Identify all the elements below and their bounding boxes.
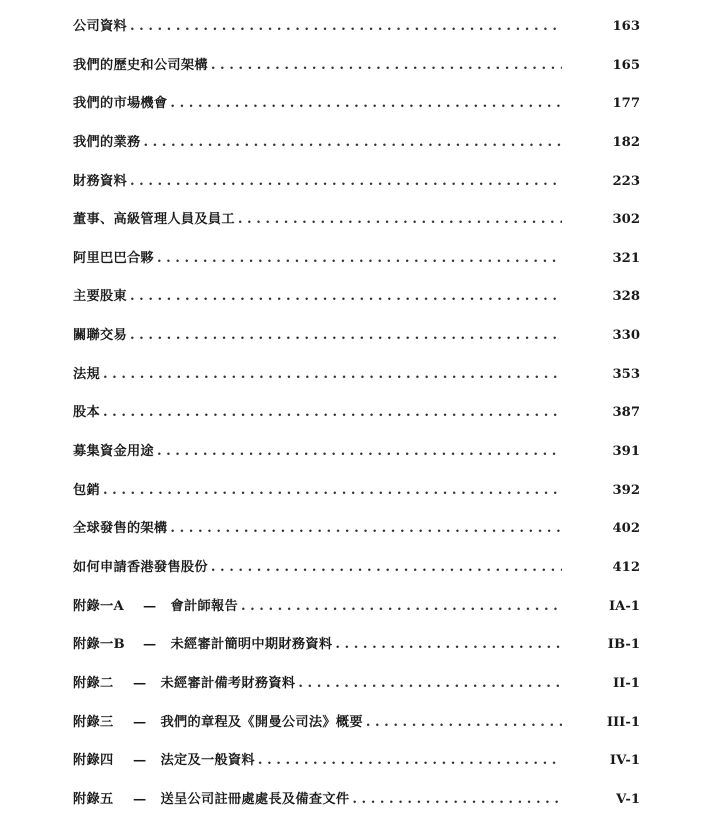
- dot-leader: [130, 163, 562, 202]
- toc-entry-share-capital[interactable]: [73, 394, 640, 433]
- toc-entry-underwriting[interactable]: [73, 472, 640, 511]
- toc-entry-company-information[interactable]: [73, 8, 640, 47]
- toc-entry-alibaba-partnership[interactable]: [73, 240, 640, 279]
- toc-appendix-iv[interactable]: [73, 742, 640, 781]
- dot-leader: [366, 704, 562, 743]
- appendix-code: 附錄三: [73, 714, 114, 730]
- toc-entry-directors-management[interactable]: [73, 201, 640, 240]
- toc-entry-global-offering-structure[interactable]: [73, 510, 640, 549]
- appendix-separator: —: [143, 598, 157, 614]
- dot-leader: [170, 85, 562, 124]
- dot-leader: [211, 549, 562, 588]
- toc-entry-title: 包銷: [73, 482, 100, 498]
- toc-entry-page: 387: [612, 405, 640, 421]
- toc-entry-title: 募集資金用途: [73, 444, 154, 460]
- toc-appendix-heading: [73, 665, 295, 704]
- appendix-separator: —: [143, 637, 157, 653]
- toc-entry-title: 主要股東: [73, 289, 127, 305]
- appendix-title: 法定及一般資料: [160, 753, 255, 769]
- toc-entry-page: V-1: [616, 791, 640, 807]
- dot-leader: [157, 433, 562, 472]
- toc-entry-title: 我們的歷史和公司架構: [73, 57, 208, 73]
- toc-entry-title: 全球發售的架構: [73, 521, 168, 537]
- appendix-title: 未經審計備考財務資料: [160, 675, 296, 691]
- toc-entry-title: 我們的市場機會: [73, 96, 168, 112]
- dot-leader: [103, 472, 562, 511]
- table-of-contents: [73, 8, 640, 819]
- toc-entry-regulations[interactable]: [73, 356, 640, 395]
- toc-entry-substantial-shareholders[interactable]: [73, 278, 640, 317]
- toc-entry-title: 公司資料: [73, 19, 127, 34]
- toc-entry-page: 182: [612, 134, 640, 150]
- toc-entry-page: 165: [612, 57, 640, 73]
- appendix-title: 會計師報告: [170, 598, 238, 614]
- appendix-separator: —: [133, 675, 147, 691]
- toc-entry-page: 328: [612, 289, 640, 305]
- dot-leader: [335, 626, 562, 665]
- toc-entry-title: 關聯交易: [73, 328, 127, 344]
- dot-leader: [170, 510, 562, 549]
- toc-appendix-v[interactable]: [73, 781, 640, 820]
- toc-appendix-ia[interactable]: [73, 588, 640, 627]
- toc-entry-how-to-apply[interactable]: [73, 549, 640, 588]
- appendix-code: 附錄一B: [73, 637, 125, 653]
- dot-leader: [103, 394, 562, 433]
- dot-leader: [211, 47, 562, 86]
- toc-appendix-heading: [73, 704, 363, 743]
- toc-entry-page: 353: [612, 366, 640, 382]
- toc-entry-page: 223: [612, 173, 640, 189]
- toc-entry-financial-information[interactable]: [73, 163, 640, 202]
- toc-entry-title: 董事、高級管理人員及員工: [73, 212, 235, 228]
- appendix-separator: —: [133, 714, 147, 730]
- toc-entry-connected-transactions[interactable]: [73, 317, 640, 356]
- toc-entry-business[interactable]: [73, 124, 640, 163]
- toc-entry-page: 392: [612, 482, 640, 498]
- toc-entry-page: III-1: [606, 714, 640, 730]
- appendix-title: 我們的章程及《開曼公司法》概要: [160, 714, 363, 730]
- toc-appendix-iii[interactable]: [73, 704, 640, 743]
- toc-entry-market-opportunity[interactable]: [73, 85, 640, 124]
- toc-entry-page: IV-1: [609, 753, 640, 769]
- appendix-separator: —: [133, 791, 147, 807]
- dot-leader: [298, 665, 562, 704]
- toc-entry-page: 412: [612, 559, 640, 575]
- dot-leader: [130, 8, 562, 47]
- toc-entry-title: 我們的業務: [73, 134, 141, 150]
- dot-leader: [103, 356, 562, 395]
- toc-entry-title: 財務資料: [73, 173, 127, 189]
- toc-entry-page: 321: [612, 250, 640, 266]
- toc-appendix-heading: [73, 626, 332, 665]
- dot-leader: [130, 278, 562, 317]
- toc-entry-page: IB-1: [607, 637, 640, 653]
- appendix-title: 未經審計簡明中期財務資料: [170, 637, 333, 653]
- appendix-code: 附錄一A: [73, 598, 124, 614]
- toc-entry-page: 177: [612, 96, 640, 112]
- toc-appendix-ib[interactable]: [73, 626, 640, 665]
- toc-entry-page: 163: [612, 19, 640, 34]
- toc-entry-title: 阿里巴巴合夥: [73, 250, 154, 266]
- toc-entry-page: 330: [612, 328, 640, 344]
- toc-entry-page: 391: [612, 444, 640, 460]
- toc-appendix-heading: [73, 781, 349, 820]
- dot-leader: [352, 781, 562, 820]
- toc-appendix-heading: [73, 588, 238, 627]
- dot-leader: [157, 240, 562, 279]
- toc-entry-use-of-proceeds[interactable]: [73, 433, 640, 472]
- toc-appendix-ii[interactable]: [73, 665, 640, 704]
- appendix-code: 附錄五: [73, 791, 114, 807]
- toc-entry-page: IA-1: [608, 598, 640, 614]
- appendix-title: 送呈公司註冊處處長及備查文件: [160, 791, 350, 807]
- dot-leader: [238, 201, 562, 240]
- toc-entry-page: 302: [612, 212, 640, 228]
- toc-entry-history-and-structure[interactable]: [73, 47, 640, 86]
- dot-leader: [241, 588, 562, 627]
- toc-entry-page: II-1: [613, 675, 640, 691]
- appendix-code: 附錄四: [73, 753, 114, 769]
- toc-entry-title: 法規: [73, 366, 100, 382]
- appendix-code: 附錄二: [73, 675, 114, 691]
- toc-appendix-heading: [73, 742, 255, 781]
- dot-leader: [258, 742, 562, 781]
- appendix-separator: —: [133, 753, 147, 769]
- dot-leader: [143, 124, 562, 163]
- toc-entry-title: 股本: [73, 405, 100, 421]
- toc-entry-page: 402: [612, 521, 640, 537]
- dot-leader: [130, 317, 562, 356]
- toc-entry-title: 如何申請香港發售股份: [73, 559, 208, 575]
